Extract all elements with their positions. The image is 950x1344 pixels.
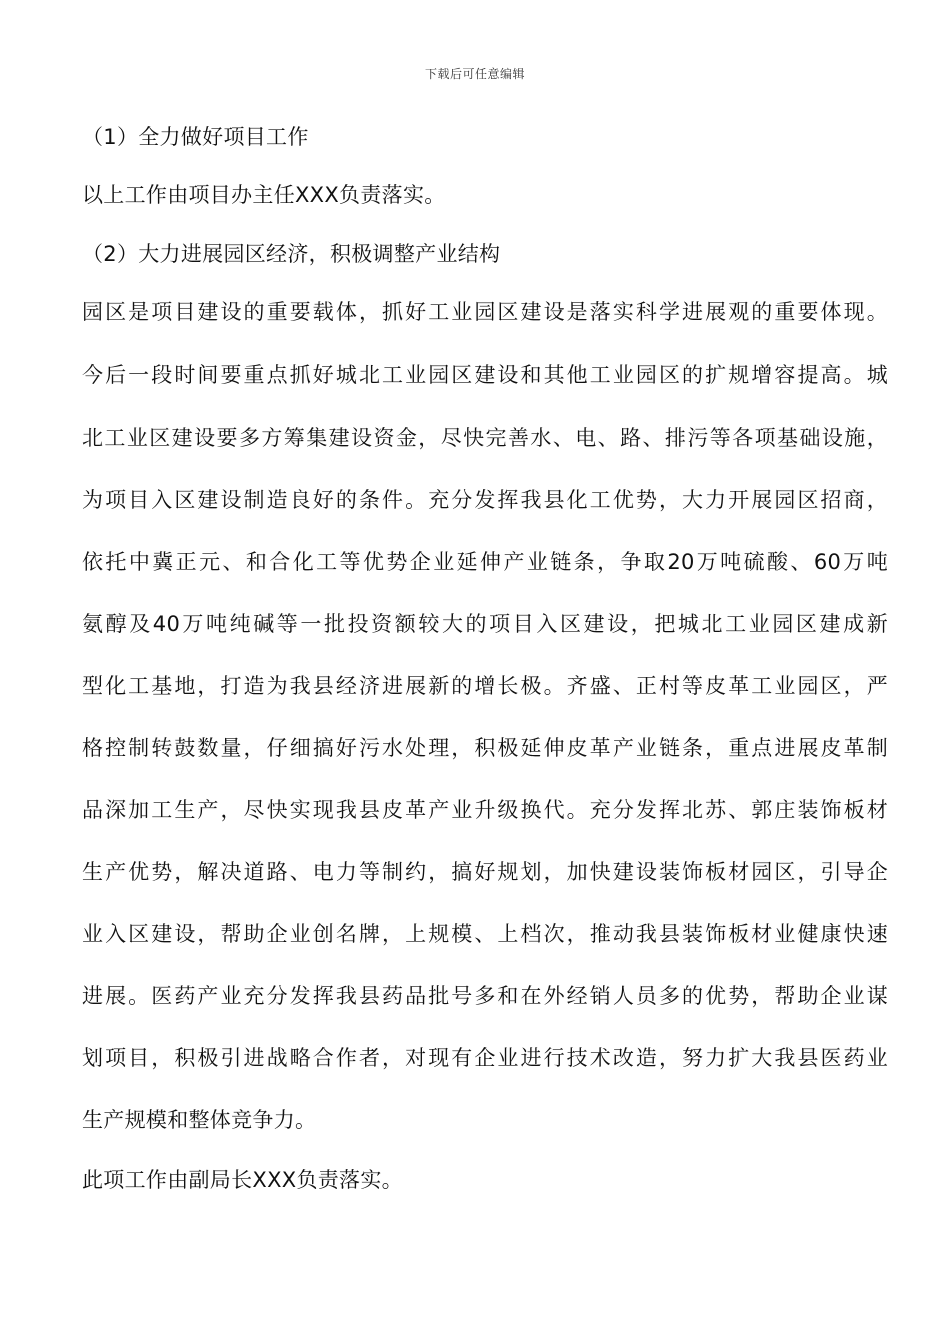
paragraph-line: 为项目入区建设制造良好的条件。充分发挥我县化工优势，大力开展园区招商， [82,488,888,512]
paragraph-line: 生产优势，解决道路、电力等制约，搞好规划，加快建设装饰板材园区，引导企 [82,860,888,884]
paragraph-line: 生产规模和整体竞争力。 [82,1108,317,1132]
paragraph-line: 北工业区建设要多方筹集建设资金，尽快完善水、电、路、排污等各项基础设施， [82,426,888,450]
paragraph-line: 园区是项目建设的重要载体，抓好工业园区建设是落实科学进展观的重要体现。 [82,300,888,324]
section-heading-1: （1）全力做好项目工作 [82,125,309,149]
paragraph-line: 以上工作由项目办主任XXX负责落实。 [82,183,446,207]
paragraph-line: 依托中冀正元、和合化工等优势企业延伸产业链条，争取20万吨硫酸、60万吨 [82,550,888,574]
page-header-note: 下载后可任意编辑 [424,67,525,81]
paragraph-line: 品深加工生产，尽快实现我县皮革产业升级换代。充分发挥北苏、郭庄装饰板材 [82,798,888,822]
paragraph-line: 型化工基地，打造为我县经济进展新的增长极。齐盛、正村等皮革工业园区，严 [82,674,888,698]
paragraph-line: 此项工作由副局长XXX负责落实。 [82,1168,403,1192]
paragraph-line: 划项目，积极引进战略合作者，对现有企业进行技术改造，努力扩大我县医药业 [82,1046,888,1070]
paragraph-line: 业入区建设，帮助企业创名牌，上规模、上档次，推动我县装饰板材业健康快速 [82,922,888,946]
paragraph-line: 氨醇及40万吨纯碱等一批投资额较大的项目入区建设，把城北工业园区建成新 [82,612,888,636]
paragraph-line: 格控制转鼓数量，仔细搞好污水处理，积极延伸皮革产业链条，重点进展皮革制 [82,736,888,760]
section-heading-2: （2）大力进展园区经济，积极调整产业结构 [82,242,501,266]
paragraph-line: 进展。医药产业充分发挥我县药品批号多和在外经销人员多的优势，帮助企业谋 [82,984,888,1008]
paragraph-line: 今后一段时间要重点抓好城北工业园区建设和其他工业园区的扩规增容提高。城 [82,363,888,387]
